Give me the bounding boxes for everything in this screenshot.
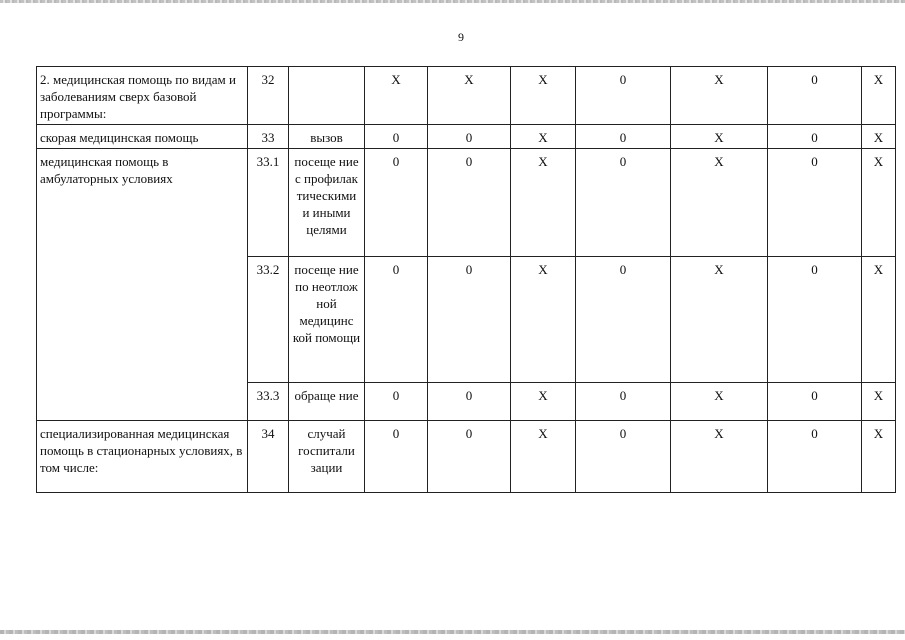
- value-cell: 0: [428, 149, 511, 257]
- value-cell: Х: [671, 149, 768, 257]
- value-cell: Х: [671, 67, 768, 125]
- value-cell: 0: [768, 257, 862, 383]
- value-cell: Х: [428, 67, 511, 125]
- row-code: 33: [248, 125, 289, 149]
- value-cell: 0: [768, 421, 862, 493]
- value-cell: Х: [671, 257, 768, 383]
- row-unit: обраще ние: [289, 383, 365, 421]
- row-code: 33.1: [248, 149, 289, 257]
- row-unit: случай госпитали зации: [289, 421, 365, 493]
- value-cell: Х: [862, 257, 896, 383]
- value-cell: Х: [671, 421, 768, 493]
- value-cell: Х: [671, 125, 768, 149]
- value-cell: 0: [428, 421, 511, 493]
- value-cell: 0: [428, 257, 511, 383]
- scan-edge-top: [0, 0, 905, 3]
- table-row: [37, 421, 896, 493]
- value-cell: 0: [768, 383, 862, 421]
- row-name: специализированная медицинская помощь в стационарных условиях, в том числе:: [37, 421, 248, 493]
- value-cell: Х: [862, 421, 896, 493]
- value-cell: Х: [862, 383, 896, 421]
- value-cell: 0: [576, 383, 671, 421]
- row-code: 33.2: [248, 257, 289, 383]
- table-row: [37, 149, 896, 257]
- row-code: 34: [248, 421, 289, 493]
- value-cell: 0: [365, 421, 428, 493]
- value-cell: 0: [365, 383, 428, 421]
- value-cell: Х: [862, 149, 896, 257]
- value-cell: 0: [768, 149, 862, 257]
- value-cell: 0: [576, 257, 671, 383]
- page-number: 9: [458, 30, 464, 44]
- row-name: 2. медицинская помощь по видам и заболеваниям сверх базовой программы:: [37, 67, 248, 125]
- table-row: [37, 67, 896, 125]
- value-cell: 0: [576, 421, 671, 493]
- value-cell: 0: [576, 149, 671, 257]
- row-code: 33.3: [248, 383, 289, 421]
- row-code: 32: [248, 67, 289, 125]
- value-cell: Х: [511, 421, 576, 493]
- value-cell: Х: [671, 383, 768, 421]
- scan-edge-bottom: [0, 630, 905, 634]
- value-cell: Х: [511, 149, 576, 257]
- value-cell: 0: [768, 67, 862, 125]
- value-cell: 0: [365, 125, 428, 149]
- row-unit: посеще ние по неотлож ной медицинс кой помощи: [289, 257, 365, 383]
- value-cell: 0: [576, 125, 671, 149]
- value-cell: 0: [365, 149, 428, 257]
- value-cell: Х: [511, 257, 576, 383]
- value-cell: Х: [862, 125, 896, 149]
- value-cell: 0: [576, 67, 671, 125]
- value-cell: Х: [862, 67, 896, 125]
- value-cell: Х: [511, 383, 576, 421]
- value-cell: Х: [365, 67, 428, 125]
- value-cell: 0: [428, 383, 511, 421]
- data-table: [36, 66, 896, 493]
- row-unit: вызов: [289, 125, 365, 149]
- value-cell: 0: [768, 125, 862, 149]
- row-name: медицинская помощь в амбулаторных условиях: [37, 149, 248, 421]
- table-row: [37, 125, 896, 149]
- value-cell: 0: [365, 257, 428, 383]
- row-name: скорая медицинская помощь: [37, 125, 248, 149]
- row-unit: [289, 67, 365, 125]
- value-cell: Х: [511, 125, 576, 149]
- row-unit: посеще ние с профилак тическими и иными целями: [289, 149, 365, 257]
- value-cell: 0: [428, 125, 511, 149]
- value-cell: Х: [511, 67, 576, 125]
